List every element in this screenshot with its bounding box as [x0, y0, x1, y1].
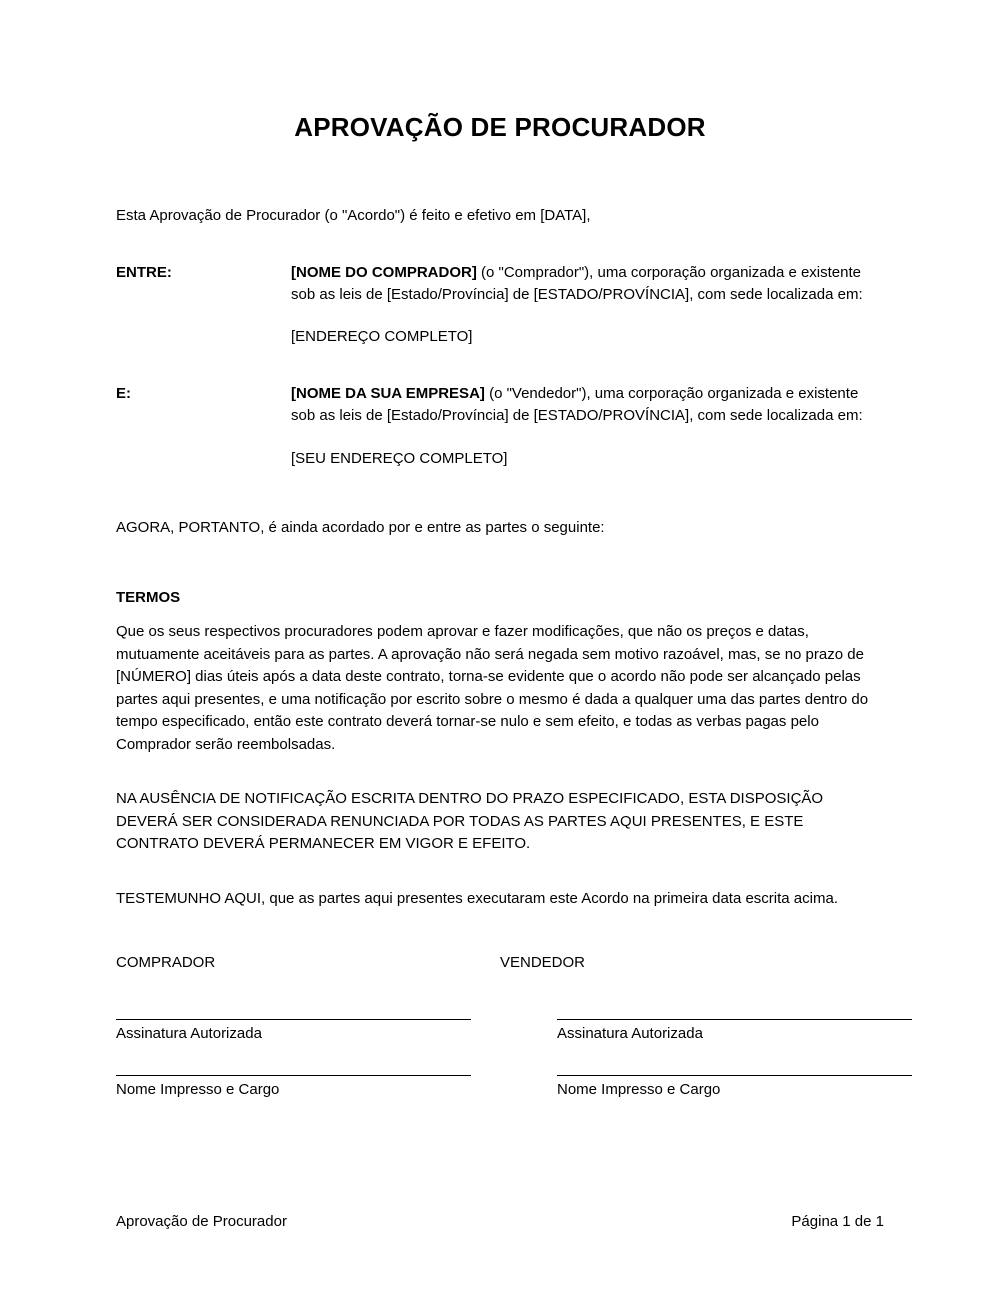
- signature-block-buyer-authorized: [116, 1019, 500, 1042]
- seller-description: (o "Vendedor"), uma corporação organizada e existente sob as leis de [Estado/Província] de [ESTADO/PROVÍNCIA], com sede localizada em:: [291, 385, 863, 424]
- buyer-name: [NOME DO COMPRADOR]: [291, 263, 477, 281]
- signature-caption-seller: Assinatura Autorizada: [557, 1025, 703, 1042]
- seller-address: [SEU ENDEREÇO COMPLETO]: [291, 449, 508, 467]
- agora-paragraph: AGORA, PORTANTO, é ainda acordado por e entre as partes o seguinte:: [116, 519, 605, 537]
- signature-line-buyer[interactable]: [116, 1019, 471, 1020]
- party-block-seller: [116, 383, 884, 469]
- party-body-buyer: [291, 262, 884, 348]
- party-label-seller: E:: [116, 385, 131, 402]
- signature-heading-seller: VENDEDOR: [500, 954, 586, 971]
- party-label-buyer: ENTRE:: [116, 263, 172, 281]
- printed-name-block-seller: [500, 1075, 884, 1098]
- page-title: APROVAÇÃO DE PROCURADOR: [294, 112, 706, 142]
- party-body-seller: [291, 383, 884, 469]
- terms-heading: TERMOS: [116, 589, 181, 606]
- party-block-buyer: [116, 262, 884, 348]
- signature-headings: [116, 954, 884, 971]
- signature-line-seller[interactable]: [557, 1019, 912, 1020]
- printed-name-block-buyer: [116, 1075, 500, 1098]
- buyer-address: [ENDEREÇO COMPLETO]: [291, 328, 473, 346]
- printed-name-line-buyer[interactable]: [116, 1075, 471, 1076]
- printed-name-caption-buyer: Nome Impresso e Cargo: [116, 1081, 280, 1098]
- signature-caption-buyer: Assinatura Autorizada: [116, 1025, 262, 1042]
- intro-paragraph: Esta Aprovação de Procurador (o "Acordo") é feito e efetivo em [DATA],: [116, 207, 591, 224]
- buyer-description: (o "Comprador"), uma corporação organizada e existente sob as leis de [Estado/Província] de [ESTADO/PROVÍNCIA], com sede localizada em:: [291, 263, 863, 303]
- signature-area: [116, 1019, 884, 1098]
- terms-paragraph-2: NA AUSÊNCIA DE NOTIFICAÇÃO ESCRITA DENTRO DO PRAZO ESPECIFICADO, ESTA DISPOSIÇÃO DEVERÁ SER CONSIDERADA RENUNCIADA POR TODAS AS PARTES AQUI PRESENTES, E ESTE CONTRATO DEVERÁ PERMANECER EM VIGOR E EFEITO.: [116, 790, 824, 852]
- signature-row-authorized: [116, 1019, 884, 1042]
- terms-paragraph-1: Que os seus respectivos procuradores podem aprovar e fazer modificações, que não os preços e datas, mutuamente aceitáveis para as partes. A aprovação não será negada sem motivo razoável, mas, se no prazo de [NÚMERO] dias úteis após a data deste contrato, torna-se evidente que o acordo não pode ser alcançado pelas partes aqui presentes, e uma notificação por escrito sobre o mesmo é dada a qualquer uma das partes dentro do tempo especificado, então este contrato deverá tornar-se nulo e sem efeito, e todas as verbas pagas pelo Comprador serão reembolsadas.: [116, 623, 869, 753]
- printed-name-line-seller[interactable]: [557, 1075, 912, 1076]
- footer-left-text: Aprovação de Procurador: [116, 1213, 287, 1230]
- page-footer: [116, 1213, 884, 1230]
- signature-block-seller-authorized: [500, 1019, 884, 1042]
- seller-name: [NOME DA SUA EMPRESA]: [291, 385, 485, 402]
- party-text-buyer: [291, 262, 884, 306]
- printed-name-caption-seller: Nome Impresso e Cargo: [557, 1081, 721, 1098]
- party-text-seller: [291, 383, 884, 427]
- signature-row-printed-name: [116, 1075, 884, 1098]
- footer-page-number: Página 1 de 1: [791, 1213, 884, 1230]
- signature-heading-buyer: COMPRADOR: [116, 954, 216, 971]
- terms-paragraph-3: TESTEMUNHO AQUI, que as partes aqui presentes executaram este Acordo na primeira data escrita acima.: [116, 889, 838, 907]
